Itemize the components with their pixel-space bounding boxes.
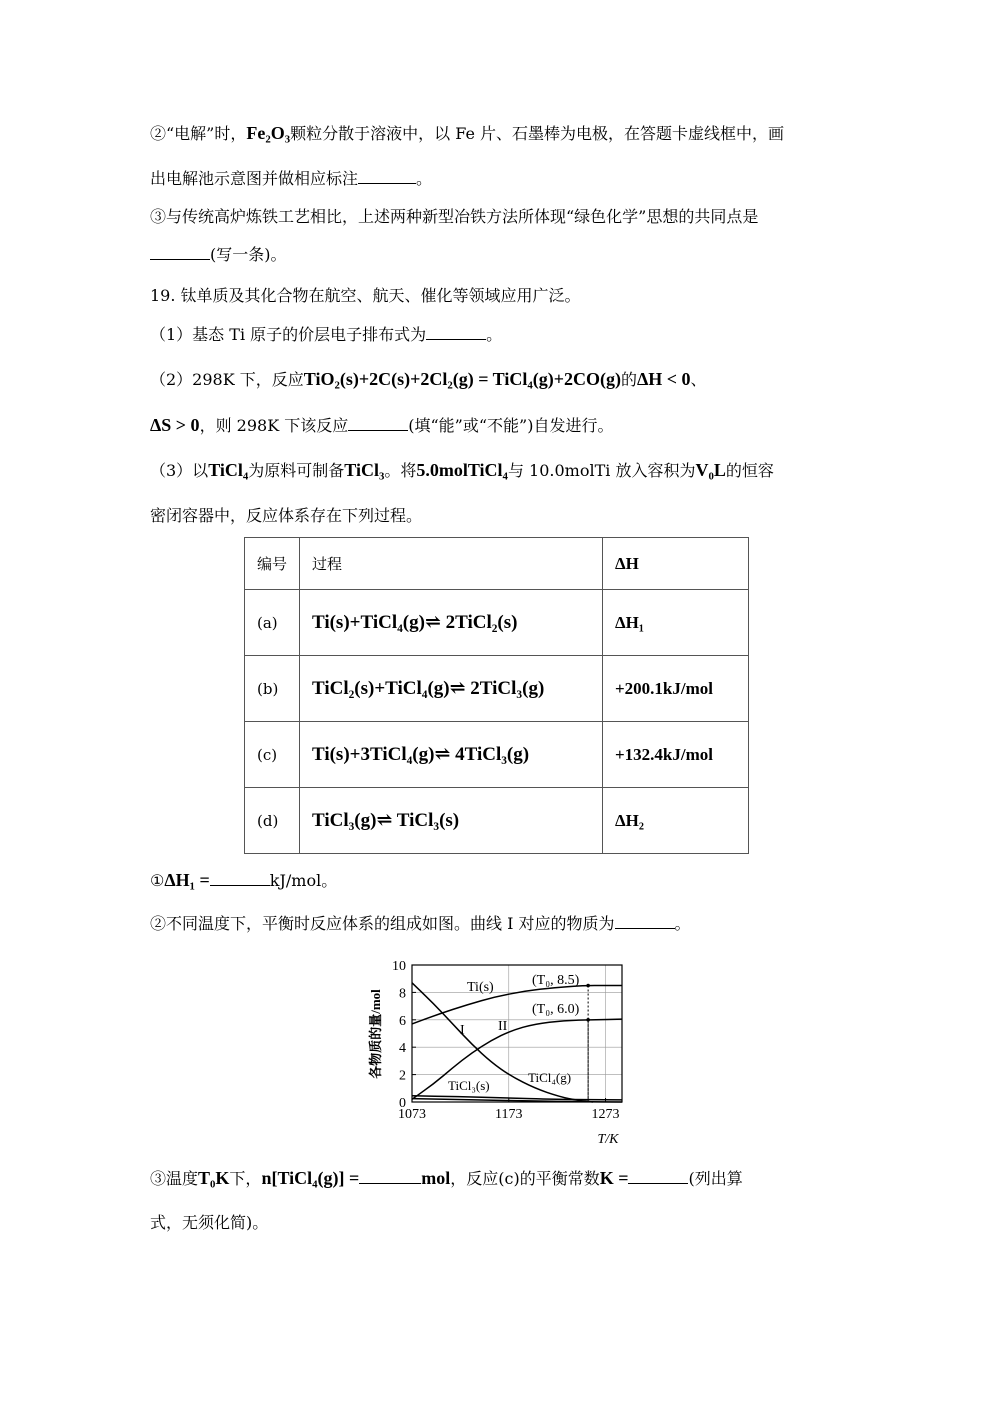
fe2o3-formula: Fe₂O₃ bbox=[246, 123, 291, 143]
answer-blank[interactable] bbox=[628, 1169, 688, 1184]
q19-part2-text-b: 的 bbox=[620, 370, 637, 389]
answer-blank[interactable] bbox=[359, 1169, 421, 1184]
table-cell-process: TiCl₃(g)⇌ TiCl₃(s) bbox=[300, 788, 603, 854]
q19-part2-line2 bbox=[150, 414, 613, 437]
series-line bbox=[412, 1019, 622, 1099]
q19-sub1-marker: ① bbox=[150, 871, 165, 890]
q18-item2-line1 bbox=[150, 122, 784, 145]
k-expression: K = bbox=[599, 1168, 629, 1188]
q18-item2-line2 bbox=[150, 168, 432, 190]
y-tick-label: 0 bbox=[399, 1096, 406, 1111]
table-row bbox=[245, 788, 749, 854]
table-header-row bbox=[245, 538, 749, 590]
q19-part2-text-d: ，则 298K 下该反应 bbox=[199, 416, 349, 435]
q18-item3-text: ③与传统高炉炼铁工艺相比，上述两种新型冶铁方法所体现“绿色化学”思想的共同点是 bbox=[150, 207, 759, 226]
q19-sub3-text-d: (列出算 bbox=[688, 1169, 743, 1188]
x-tick-label: 1273 bbox=[591, 1107, 620, 1122]
q18-item3-line2 bbox=[150, 244, 287, 266]
curve-label-ticl3: TiCl₃(s) bbox=[448, 1078, 490, 1093]
q19-sub1-unit: kJ/mol。 bbox=[269, 871, 338, 890]
volume-formula: V₀L bbox=[695, 460, 726, 480]
q19-sub3-text-a: ③温度 bbox=[150, 1169, 199, 1188]
point-label-60: (T₀, 6.0) bbox=[532, 1002, 580, 1017]
t0-formula: T₀K bbox=[198, 1168, 230, 1188]
curve-label-ti: Ti(s) bbox=[467, 980, 494, 995]
q19-part3-text-c: 。将 bbox=[384, 461, 417, 480]
q18-item2-end: 。 bbox=[416, 169, 433, 188]
chart-marks bbox=[586, 984, 590, 1102]
q19-part1 bbox=[150, 324, 502, 346]
table-cell-id: (b) bbox=[245, 656, 300, 722]
table-cell-dh: +200.1kJ/mol bbox=[603, 656, 749, 722]
table-cell-process: Ti(s)+TiCl₄(g)⇌ 2TiCl₂(s) bbox=[300, 590, 603, 656]
q19-part2-text-a: （2）298K 下，反应 bbox=[150, 370, 304, 389]
table-cell-process: Ti(s)+3TiCl₄(g)⇌ 4TiCl₃(g) bbox=[300, 722, 603, 788]
data-point bbox=[586, 1018, 590, 1022]
q19-sub3-line1 bbox=[150, 1167, 743, 1190]
ticl4-formula: TiCl₄ bbox=[208, 460, 249, 480]
reaction-equation: TiO₂(s)+2C(s)+2Cl₂(g) = TiCl₄(g)+2CO(g) bbox=[303, 369, 621, 389]
q19-part3-text-b: 为原料可制备 bbox=[248, 461, 345, 480]
ticl3-formula: TiCl₃ bbox=[344, 460, 385, 480]
q19-part3-text-d: 与 10.0molTi 放入容积为 bbox=[507, 461, 696, 480]
q18-item2-text-b: 颗粒分散于溶液中，以 Fe 片、石墨棒为电极，在答题卡虚线框中，画 bbox=[290, 124, 785, 143]
answer-blank[interactable] bbox=[358, 169, 416, 184]
point-label-85: (T₀, 8.5) bbox=[532, 973, 580, 988]
curve-label-i: I bbox=[460, 1023, 465, 1038]
q19-part3-text-a: （3）以 bbox=[150, 461, 209, 480]
table-cell-dh: ΔH₂ bbox=[603, 788, 749, 854]
table-cell-process: TiCl₂(s)+TiCl₄(g)⇌ 2TiCl₃(g) bbox=[300, 656, 603, 722]
answer-blank[interactable] bbox=[150, 245, 210, 260]
ticl4-amount: 5.0molTiCl₄ bbox=[416, 460, 508, 480]
q18-item2-text-a: ②“电解”时， bbox=[150, 124, 247, 143]
table-cell-id: (d) bbox=[245, 788, 300, 854]
q18-item3-end: (写一条)。 bbox=[210, 245, 287, 264]
q19-sub1 bbox=[150, 869, 337, 892]
q18-item3-line1 bbox=[150, 206, 758, 228]
curve-label-ii: II bbox=[498, 1019, 508, 1034]
x-tick-label: 1173 bbox=[495, 1107, 523, 1122]
q19-sub3-line2: 式，无须化简)。 bbox=[150, 1213, 269, 1232]
q18-item2-text-c: 出电解池示意图并做相应标注 bbox=[150, 169, 359, 188]
y-tick-label: 4 bbox=[399, 1041, 406, 1057]
q19-sub3-text-c: ，反应(c)的平衡常数 bbox=[450, 1169, 600, 1188]
q19-title: 19. 钛单质及其化合物在航空、航天、催化等领域应用广泛。 bbox=[150, 286, 581, 305]
answer-blank[interactable] bbox=[426, 325, 486, 340]
table-row bbox=[245, 722, 749, 788]
q19-sub2-text: ②不同温度下，平衡时反应体系的组成如图。曲线 I 对应的物质为 bbox=[150, 914, 615, 933]
n-ticl4-expression: n[TiCl₄(g)] = bbox=[261, 1168, 360, 1188]
answer-blank[interactable] bbox=[210, 871, 270, 886]
chart-series bbox=[412, 983, 622, 1102]
curve-label-ticl4: TiCl₄(g) bbox=[528, 1070, 572, 1085]
q19-sub3-text-b: 下， bbox=[229, 1169, 262, 1188]
y-tick-label: 8 bbox=[399, 986, 406, 1002]
q19-sub2-end: 。 bbox=[674, 914, 691, 933]
table-cell-dh: +132.4kJ/mol bbox=[603, 722, 749, 788]
answer-blank[interactable] bbox=[348, 416, 408, 431]
table-cell-id: (c) bbox=[245, 722, 300, 788]
q19-part3-line2: 密闭容器中，反应体系存在下列过程。 bbox=[150, 506, 423, 525]
table-header: ΔH bbox=[603, 538, 749, 590]
table-row bbox=[245, 656, 749, 722]
data-point bbox=[586, 984, 590, 988]
process-table bbox=[244, 537, 749, 854]
q19-sub2 bbox=[150, 913, 691, 935]
q19-part2-text-e: (填“能”或“不能”)自发进行。 bbox=[408, 416, 614, 435]
q19-part1-text: （1）基态 Ti 原子的价层电子排布式为 bbox=[150, 325, 427, 344]
q19-part3-line1 bbox=[150, 459, 774, 482]
delta-s-condition: ΔS > 0 bbox=[150, 415, 200, 435]
delta-h-condition: ΔH < 0 bbox=[637, 369, 691, 389]
y-tick-label: 2 bbox=[399, 1068, 406, 1084]
table-cell-dh: ΔH₁ bbox=[603, 590, 749, 656]
series-line bbox=[412, 986, 622, 1024]
q19-part1-end: 。 bbox=[486, 325, 503, 344]
table-header: 编号 bbox=[245, 538, 300, 590]
x-tick-label: 1073 bbox=[398, 1107, 426, 1122]
answer-blank[interactable] bbox=[615, 914, 675, 929]
q19-part2-line1 bbox=[150, 368, 707, 391]
table-header: 过程 bbox=[300, 538, 603, 590]
x-axis-label: T/K bbox=[597, 1132, 619, 1147]
mol-unit: mol bbox=[421, 1168, 451, 1188]
q19-part3-text-e: 的恒容 bbox=[725, 461, 774, 480]
y-tick-label: 10 bbox=[392, 959, 406, 974]
table-row bbox=[245, 590, 749, 656]
delta-h1-label: ΔH₁ = bbox=[164, 870, 210, 890]
y-axis-label: 各物质的量/mol bbox=[368, 989, 383, 1079]
composition-chart bbox=[360, 955, 640, 1150]
y-tick-label: 6 bbox=[399, 1013, 406, 1029]
table-cell-id: (a) bbox=[245, 590, 300, 656]
q19-part2-text-c: 、 bbox=[690, 370, 707, 389]
